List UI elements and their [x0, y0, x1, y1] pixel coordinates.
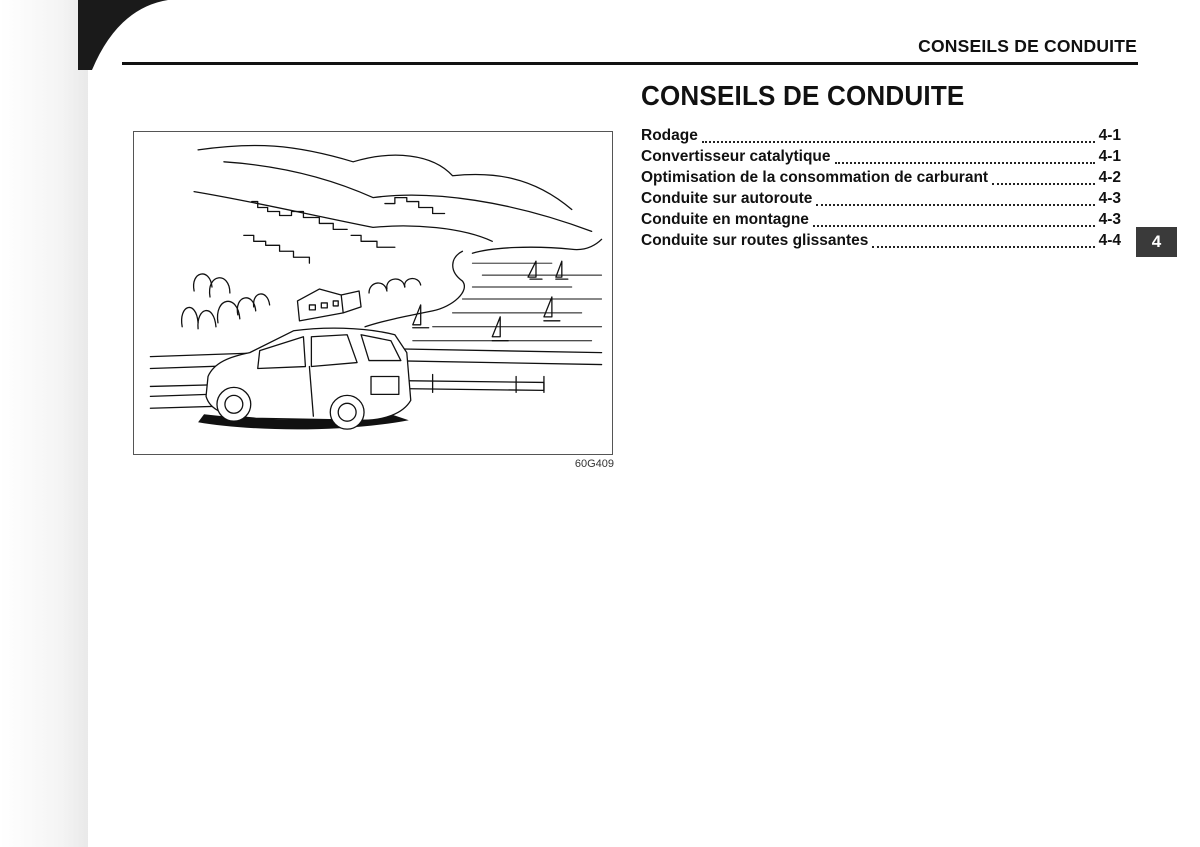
sailboat-1: [528, 261, 542, 279]
running-header-title: CONSEILS DE CONDUITE: [918, 36, 1137, 56]
toc-entry-label: Conduite sur autoroute: [641, 190, 813, 207]
toc-entry-label: Optimisation de la consommation de carburant: [641, 169, 989, 186]
toc-leader-dots: [872, 245, 1094, 248]
toc-entry-convertisseur[interactable]: [641, 148, 1121, 169]
sailboat-3: [544, 297, 560, 321]
sailboat-4: [413, 305, 429, 328]
village-lines-2: [385, 198, 445, 214]
toc-entry-optimisation[interactable]: [641, 169, 1121, 190]
toc-entry-page: 4-1: [1098, 148, 1121, 165]
toc-leader-dots: [816, 203, 1094, 206]
mountain-back: [198, 145, 572, 209]
trees-left: [182, 274, 270, 329]
sea-lines: [413, 263, 602, 341]
mountain-front: [194, 192, 492, 242]
header-rule: [122, 62, 1138, 65]
coastline: [365, 251, 464, 327]
table-of-contents: [641, 127, 1121, 253]
toc-entry-label: Conduite sur routes glissantes: [641, 232, 869, 249]
toc-entry-page: 4-3: [1098, 190, 1121, 207]
figure-code: 60G409: [574, 458, 614, 470]
village-lines-3: [244, 235, 310, 263]
mountain-mid: [224, 162, 592, 232]
toc-entry-page: 4-4: [1098, 232, 1121, 249]
sailboat-5: [492, 317, 508, 341]
car: [198, 328, 411, 429]
toc-entry-rodage[interactable]: [641, 127, 1121, 148]
toc-leader-dots: [702, 140, 1095, 143]
page-binding-shadow: [0, 0, 88, 847]
toc-entry-autoroute[interactable]: [641, 190, 1121, 211]
toc-leader-dots: [813, 224, 1095, 227]
chapter-tab[interactable]: 4: [1136, 227, 1177, 257]
toc-leader-dots: [992, 182, 1095, 185]
sailboat-2: [556, 261, 568, 279]
toc-entry-glissantes[interactable]: [641, 232, 1121, 253]
toc-entry-label: Rodage: [641, 127, 698, 144]
page-corner-shadow: [78, 0, 168, 70]
toc-entry-label: Convertisseur catalytique: [641, 148, 831, 165]
buildings: [297, 279, 420, 321]
toc-entry-label: Conduite en montagne: [641, 211, 809, 228]
driving-illustration: [133, 131, 613, 455]
toc-leader-dots: [835, 161, 1095, 164]
toc-entry-page: 4-1: [1098, 127, 1121, 144]
toc-entry-montagne[interactable]: [641, 211, 1121, 232]
toc-entry-page: 4-3: [1098, 211, 1121, 228]
toc-entry-page: 4-2: [1098, 169, 1121, 186]
village-lines-4: [351, 235, 395, 247]
section-heading: CONSEILS DE CONDUITE: [641, 80, 965, 111]
